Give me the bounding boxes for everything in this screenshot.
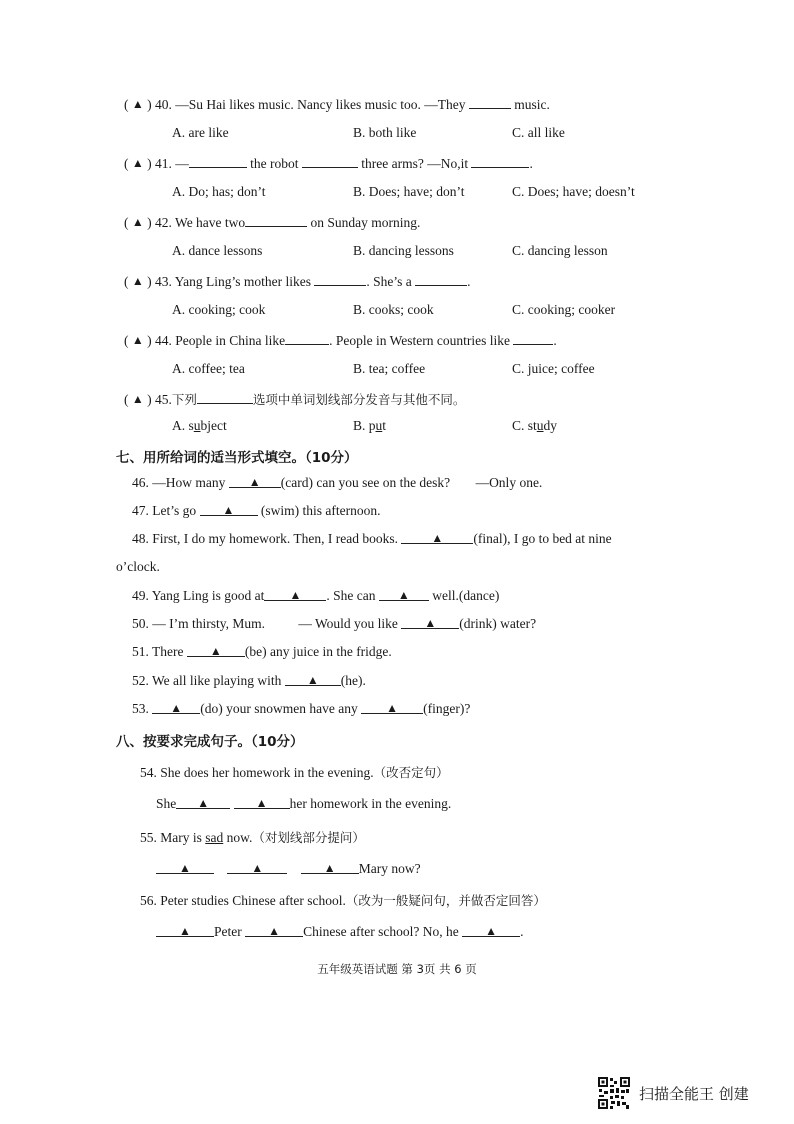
triangle-icon: ▲: [323, 861, 336, 875]
answer-blank: [301, 861, 359, 874]
question-stem: —Su Hai likes music. Nancy likes music too. —They: [175, 97, 466, 112]
option-a: A. cooking; cook: [172, 302, 266, 317]
question-stem: music.: [514, 97, 550, 112]
question-51: 51. There ▲ (be) any juice in the fridge.: [132, 644, 392, 659]
question-49: 49. Yang Ling is good at ▲ . She can ▲ well.(dance): [132, 588, 500, 603]
triangle-icon: ▲: [197, 796, 210, 810]
question-56: 56. Peter studies Chinese after school.（改为一般疑问句，并做否定回答）: [140, 893, 546, 908]
answer-blank: [156, 924, 214, 937]
option-a: A. are like: [172, 125, 229, 140]
question-55: 55. Mary is sad now.（对划线部分提问）: [140, 830, 365, 845]
answer-blank: [264, 588, 326, 601]
question-50: 50. — I’m thirsty, Mum. — Would you like ▲ (drink) water?: [132, 616, 537, 631]
question-stem: Yang Ling’s mother likes: [174, 274, 312, 289]
answer-blank: [285, 673, 341, 686]
triangle-icon: ▲: [268, 924, 281, 938]
option-c: C. dancing lesson: [512, 243, 608, 258]
question-41: ( ▲ ) 41. — the robot three arms? —No,it .: [124, 156, 533, 171]
answer-blank: [471, 155, 529, 168]
answer-blank: [234, 796, 290, 809]
question-55-answer: ▲ ▲ ▲ Mary now?: [156, 861, 421, 877]
question-40: ( ▲ ) 40. —Su Hai likes music. Nancy likes music too. —They music.: [124, 97, 550, 112]
triangle-icon: ▲: [131, 333, 144, 347]
answer-blank: [361, 701, 423, 714]
question-stem: We have two: [175, 215, 246, 230]
question-56-answer: ▲ Peter ▲ Chinese after school? No, he ▲ .: [156, 924, 523, 940]
question-stem: 下列: [171, 392, 197, 407]
answer-blank: [401, 616, 459, 629]
option-a: A. dance lessons: [172, 243, 263, 258]
question-44: ( ▲ ) 44. People in China like . People in Western countries like .: [124, 333, 557, 348]
triangle-icon: ▲: [222, 503, 235, 517]
question-stem: 选项中单词划线部分发音与其他不同。: [252, 392, 466, 407]
triangle-icon: ▲: [289, 588, 302, 602]
question-stem: —: [175, 156, 189, 171]
answer-blank: [469, 96, 511, 109]
question-number: 41.: [155, 156, 172, 171]
question-number: 40.: [155, 97, 172, 112]
answer-blank: [187, 644, 245, 657]
section-7-title: 七、用所给词的适当形式填空。（10分）: [116, 450, 358, 466]
answer-blank: [152, 701, 200, 714]
answer-blank: [314, 273, 366, 286]
question-number: 42.: [155, 215, 172, 230]
question-stem: on Sunday morning.: [310, 215, 421, 230]
triangle-icon: ▲: [255, 796, 268, 810]
answer-blank: [513, 332, 553, 345]
option-c: C. study: [512, 418, 558, 433]
option-b: B. tea; coffee: [353, 361, 426, 376]
option-b: B. dancing lessons: [353, 243, 454, 258]
answer-blank: [302, 155, 358, 168]
question-stem: the robot: [250, 156, 299, 171]
triangle-icon: ▲: [170, 701, 183, 715]
question-number: 45.: [155, 392, 172, 407]
option-b: B. cooks; cook: [353, 302, 434, 317]
qr-code-icon: [597, 1076, 631, 1110]
triangle-icon: ▲: [251, 861, 264, 875]
question-48: 48. First, I do my homework. Then, I read books. ▲ (final), I go to bed at nine: [132, 531, 612, 546]
option-a: A. coffee; tea: [172, 361, 245, 376]
question-stem: three arms? —No,it: [361, 156, 469, 171]
question-52: 52. We all like playing with ▲ (he).: [132, 673, 366, 688]
answer-blank: [245, 214, 307, 227]
answer-blank: [200, 503, 258, 516]
answer-blank: [229, 475, 281, 488]
answer-blank: [189, 155, 247, 168]
question-number: 44.: [155, 333, 172, 348]
question-54: 54. She does her homework in the evening.（改否定句）: [140, 765, 449, 780]
answer-blank: [176, 796, 230, 809]
question-stem: . She’s a: [366, 274, 412, 289]
option-c: C. Does; have; doesn’t: [512, 184, 635, 199]
question-stem: . People in Western countries like: [329, 333, 510, 348]
question-54-answer: She ▲ ▲ her homework in the evening.: [156, 796, 452, 811]
section-8-title: 八、按要求完成句子。（10分）: [116, 734, 304, 750]
question-48-continued: o’clock.: [116, 559, 160, 574]
triangle-icon: ▲: [131, 274, 144, 288]
question-47: 47. Let’s go ▲ (swim) this afternoon.: [132, 503, 381, 518]
triangle-icon: ▲: [179, 861, 191, 875]
triangle-icon: ▲: [485, 924, 498, 938]
triangle-icon: ▲: [306, 673, 319, 687]
answer-blank: [379, 588, 429, 601]
page-footer: 五年级英语试题 第 3页 共 6 页: [317, 962, 477, 976]
answer-blank: [462, 924, 520, 937]
question-45: ( ▲ ) 45.下列 选项中单词划线部分发音与其他不同。: [124, 392, 466, 407]
question-46: 46. —How many ▲ (card) can you see on the desk? —Only one.: [132, 475, 543, 490]
answer-blank: [156, 861, 214, 874]
triangle-icon: ▲: [131, 392, 144, 406]
question-number: 43.: [155, 274, 172, 289]
question-53: 53. ▲ (do) your snowmen have any ▲ (finger)?: [132, 701, 471, 716]
question-43: ( ▲ ) 43. Yang Ling’s mother likes . She’s a .: [124, 274, 471, 289]
triangle-icon: ▲: [397, 588, 410, 602]
question-42: ( ▲ ) 42. We have two on Sunday morning.: [124, 215, 421, 230]
answer-blank: [401, 531, 473, 544]
answer-blank: [227, 861, 287, 874]
triangle-icon: ▲: [424, 616, 437, 630]
option-c: C. cooking; cooker: [512, 302, 616, 317]
answer-blank: [415, 273, 467, 286]
option-b: B. both like: [353, 125, 417, 140]
triangle-icon: ▲: [209, 644, 222, 658]
triangle-icon: ▲: [131, 97, 144, 111]
answer-blank: [285, 332, 329, 345]
option-c: C. all like: [512, 125, 565, 140]
answer-blank: [245, 924, 303, 937]
triangle-icon: ▲: [431, 531, 444, 545]
triangle-icon: ▲: [248, 475, 261, 489]
option-b: B. put: [353, 418, 387, 433]
option-a: A. subject: [172, 418, 227, 433]
triangle-icon: ▲: [131, 156, 144, 170]
option-b: B. Does; have; don’t: [353, 184, 465, 199]
option-a: A. Do; has; don’t: [172, 184, 266, 199]
option-c: C. juice; coffee: [512, 361, 595, 376]
scanner-watermark: 扫描全能王 创建: [639, 1085, 749, 1103]
triangle-icon: ▲: [179, 924, 191, 938]
triangle-icon: ▲: [131, 215, 144, 229]
question-stem: People in China like: [175, 333, 286, 348]
answer-blank: [197, 391, 253, 404]
triangle-icon: ▲: [386, 701, 399, 715]
